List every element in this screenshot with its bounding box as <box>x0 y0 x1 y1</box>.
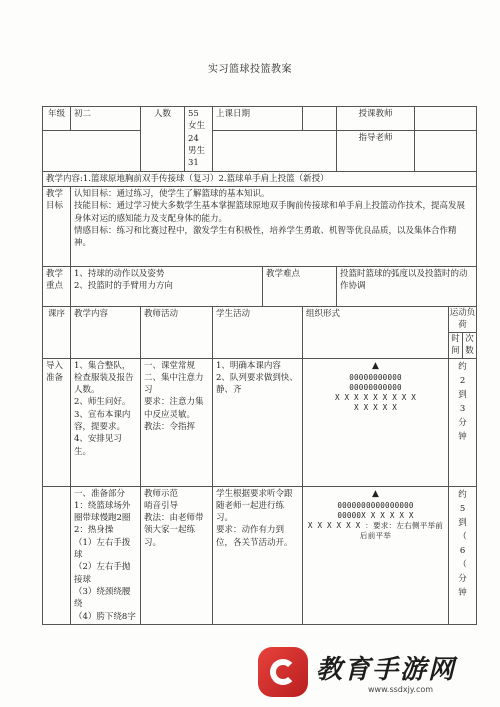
difficulty-text: 投篮时篮球的弧度以及投篮时的动作协调 <box>337 266 477 306</box>
mentor-label: 指导老师 <box>337 130 415 171</box>
lesson-plan-table <box>42 106 477 625</box>
row2-time-4: （ <box>458 531 467 542</box>
teacher-position-marker-2: ▲ <box>372 488 379 499</box>
grade-label: 年级 <box>43 107 71 131</box>
row1-org <box>303 358 449 486</box>
site-logo-icon <box>258 647 308 697</box>
row1-org-line-4: X X X X X <box>354 403 397 413</box>
row2-time-8: 钟 <box>458 587 467 598</box>
teacher-position-marker: ▲ <box>372 360 379 371</box>
row1-student-2: 2、队列要求做到快、静、齐 <box>216 372 298 396</box>
col-teacher: 教师活动 <box>141 306 213 358</box>
row2-content-5: （2）左右手抛接球 <box>74 562 131 585</box>
row1-time-2: 2 <box>459 375 466 386</box>
row2-org <box>303 486 449 624</box>
row1-time-1: 约 <box>458 361 467 372</box>
count-male: 男生31 <box>188 145 206 169</box>
header-blank <box>43 130 141 171</box>
focus-label: 教学重点 <box>43 266 71 306</box>
row1-content-1: 1、集合整队，检查服装及报告人数。 <box>74 360 134 396</box>
goal-cognitive: 认知目标：通过练习，使学生了解篮球的基本知识。 <box>74 188 270 199</box>
row1-org-line-1: 00000000000 <box>349 372 402 382</box>
col-time: 时间 <box>449 332 463 358</box>
row2-time-2: 5 <box>459 503 466 514</box>
row2-content-4: （1）左右手拨球 <box>74 537 131 561</box>
teaching-content-text: 1.篮球原地胸前双手传接球（复习）2.篮球单手肩上投篮（新授） <box>82 173 329 184</box>
focus-item-2: 2、投篮时的手臂用力方向 <box>74 281 173 292</box>
row2-time-3: 到 <box>458 517 467 528</box>
count-value: 55 <box>188 109 199 119</box>
row2-content-1: 一、准备部分 <box>74 488 126 499</box>
row2-content <box>71 486 141 624</box>
row2-time-1: 约 <box>458 489 467 500</box>
row1-teacher <box>141 358 213 486</box>
row1-content-4: 4、安排见习生。 <box>74 434 122 457</box>
date-label: 上课日期 <box>213 107 303 131</box>
col-load: 运动负荷 <box>449 307 476 331</box>
row2-org-line-3: X X X X X X ：要求：左右侧平举前后前平举 <box>307 521 444 541</box>
row2-content-7: （4）胯下绕8字 <box>74 611 136 622</box>
row1-teacher-2: 二、集中注意力习 <box>144 372 204 396</box>
col-part: 课序 <box>43 306 71 358</box>
site-watermark-url: www.ssdxjy.com <box>368 685 434 694</box>
site-watermark-text: 教育手游网 <box>316 655 457 685</box>
site-watermark <box>258 645 494 701</box>
row2-time-5: 6 <box>459 545 466 556</box>
teaching-content <box>43 171 477 186</box>
focus-text <box>71 266 263 306</box>
teaching-content-label: 教学内容: <box>46 173 83 184</box>
row2-student-2: 要求：动作有力到位，各关节活动开。 <box>216 525 293 548</box>
col-content: 教学内容 <box>71 306 141 358</box>
row1-teacher-3: 要求：注意力集中反应灵敏。 <box>144 397 204 420</box>
row2-content-3: 2：热身操 <box>74 525 114 536</box>
mentor-value <box>415 130 477 171</box>
difficulty-label: 教学难点 <box>263 266 337 306</box>
goal-emotion: 情感目标：练习和比赛过程中，激发学生有积极性，培养学生勇敢、机智等优良品质，以及集体合作精神。 <box>74 225 457 249</box>
row1-time-3: 到 <box>458 389 467 400</box>
count-cell <box>185 107 213 172</box>
row2-part <box>43 486 71 624</box>
document-title: 实习篮球投篮教案 <box>208 64 292 75</box>
row1-student <box>213 358 303 486</box>
row1-student-1: 1、明确本课内容 <box>216 360 281 371</box>
teacher-value <box>415 107 477 131</box>
row1-content-3: 3、宣布本课内容，提要求。 <box>74 409 131 433</box>
count-label: 人数 <box>141 107 185 172</box>
row1-teacher-1: 一、课堂常规 <box>144 360 196 371</box>
row2-student-1: 学生根据要求听令跟随老师一起进行练习。 <box>216 488 293 524</box>
grade-value: 初二 <box>71 107 141 131</box>
row2-time-7: 分 <box>458 573 467 584</box>
col-student: 学生活动 <box>213 306 303 358</box>
row2-time-6: （ <box>458 559 467 570</box>
row1-time-6: 钟 <box>458 431 467 442</box>
focus-item-1: 1、持球的动作以及姿势 <box>74 268 165 279</box>
row2-teacher <box>141 486 213 624</box>
row2-content-2: 1：绕篮球场外圈带球慢跑2圈 <box>74 500 131 524</box>
row2-teacher-1: 教师示范 <box>144 488 179 499</box>
row2-org-line-1: 0000000000000000 <box>337 500 414 510</box>
col-times: 次数 <box>463 332 477 358</box>
row2-teacher-2: 哨音引导 <box>144 500 179 511</box>
row2-time <box>449 486 477 624</box>
row1-time-5: 分 <box>458 417 467 428</box>
col-org: 组织形式 <box>303 306 449 358</box>
row2-teacher-3: 教法：由老师带领大家一起练习。 <box>144 513 204 548</box>
row1-content-2: 2、师生问好。 <box>74 397 131 408</box>
goal-skill: 技能目标：通过学习使大多数学生基本掌握篮球原地双手胸前传接球和单手肩上投篮动作技术，提高发展身体对运的感知能力及支配身体的能力。 <box>74 201 466 224</box>
header-blank-2 <box>213 130 337 171</box>
teacher-label: 授课教师 <box>337 107 415 131</box>
row1-org-line-3: X X X X X X X X X <box>334 393 417 403</box>
row1-part: 导入准备 <box>43 358 71 486</box>
row2-content-6: （3）绕颈绕腰绕 <box>74 587 131 610</box>
row2-org-line-2: 00000X X X X X X <box>337 510 414 520</box>
row1-teacher-4: 教法：令指挥 <box>144 422 196 433</box>
date-value <box>303 107 337 131</box>
row1-time-4: 3 <box>459 403 466 414</box>
goals-text <box>71 186 477 266</box>
row1-content <box>71 358 141 486</box>
row1-time <box>449 358 477 486</box>
row2-student <box>213 486 303 624</box>
goals-label: 教学目标 <box>43 186 71 266</box>
row1-org-line-2: 00000000000 <box>349 382 402 392</box>
count-female: 女生24 <box>188 121 206 144</box>
